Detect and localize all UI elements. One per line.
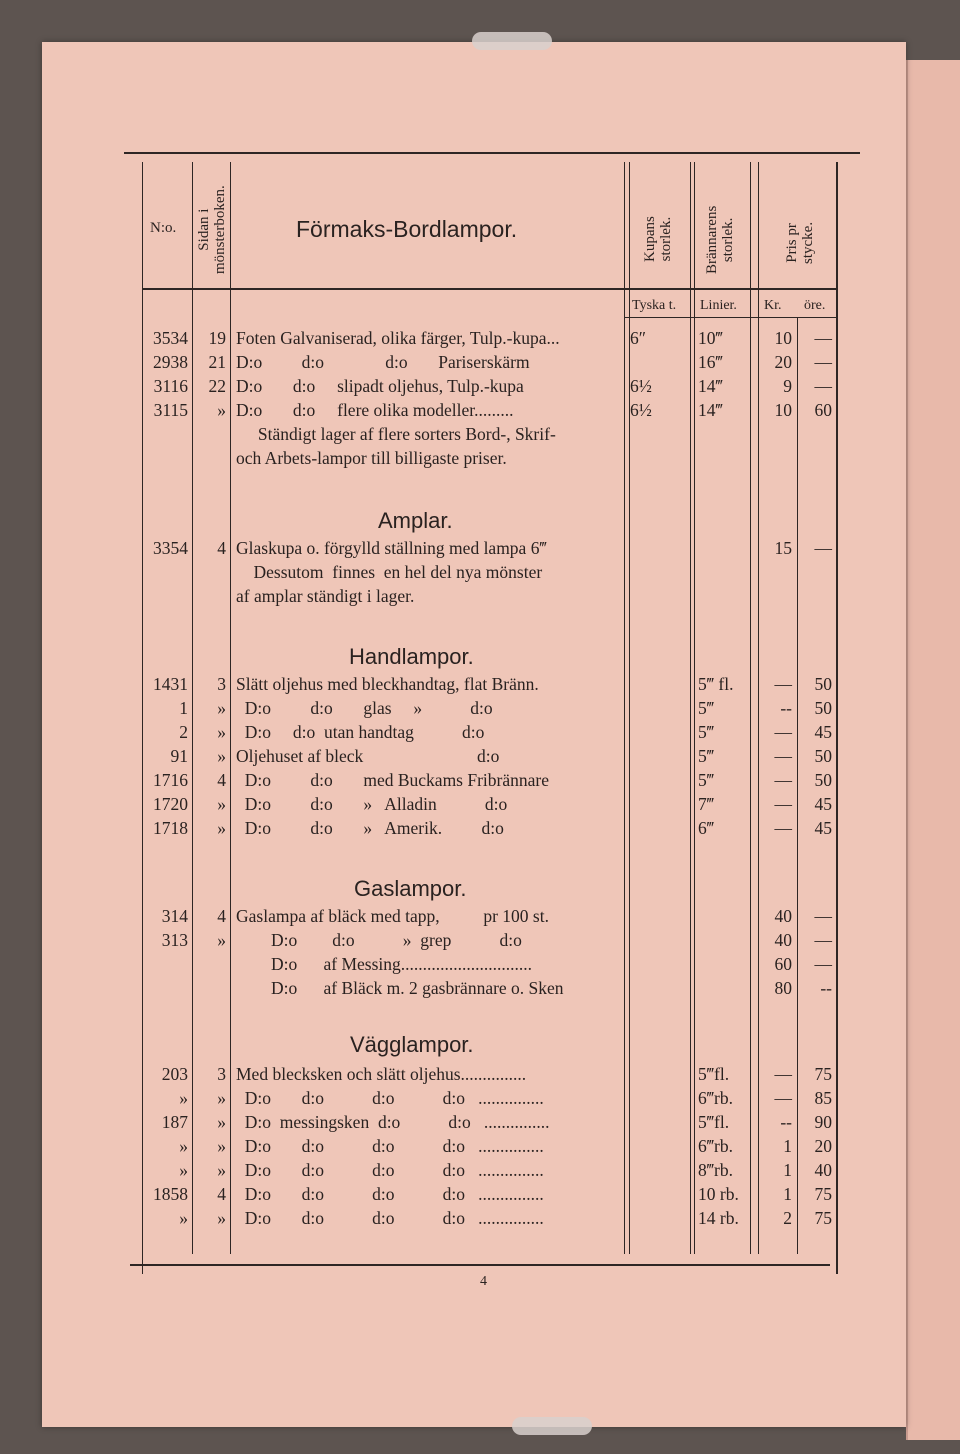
cell-desc: Foten Galvaniserad, olika färger, Tulp.-kupa... xyxy=(236,328,560,348)
cell-desc: Dessutom finnes en hel del nya mönster xyxy=(236,562,543,582)
cell-desc: D:o d:o med Buckams Fribrännare xyxy=(236,770,550,790)
cell-desc: af amplar ständigt i lager. xyxy=(236,586,415,606)
cell-br: 5‴ xyxy=(698,746,715,766)
cell-no: 3354 xyxy=(153,538,188,558)
cell-kr: 40 xyxy=(774,930,792,950)
top-rule xyxy=(124,152,860,154)
cell-br: 5‴ xyxy=(698,770,715,790)
cell-br: 7‴ xyxy=(698,794,715,814)
cell-desc: Gaslampa af bläck med tapp, pr 100 st. xyxy=(236,906,549,926)
col-rule-desc2 xyxy=(629,162,630,1254)
cell-kr: -- xyxy=(780,1112,792,1132)
header-brannarens-line1: Brännarens xyxy=(704,205,720,274)
cell-no: » xyxy=(179,1136,188,1156)
cell-desc: Med blecksken och slätt oljehus............... xyxy=(236,1064,527,1084)
header-kupans xyxy=(642,216,674,262)
section-handlampor: Handlampor. xyxy=(349,644,474,669)
cell-desc: D:o d:o d:o d:o ............... xyxy=(236,1088,544,1108)
cell-ore: — xyxy=(814,954,832,974)
cell-sid: » xyxy=(217,746,226,766)
cell-br: 14 rb. xyxy=(698,1208,739,1228)
header-brannarens xyxy=(704,206,736,274)
unit-ore: öre. xyxy=(804,298,826,313)
cell-ore: — xyxy=(814,538,832,558)
cell-sid: » xyxy=(217,1112,226,1132)
cell-sid: » xyxy=(217,1088,226,1108)
cell-no: 1718 xyxy=(153,818,188,838)
header-kupans-line2: storlek. xyxy=(658,216,674,262)
unit-tyska: Tyska t. xyxy=(632,298,677,313)
cell-br: 14‴ xyxy=(698,376,723,396)
cell-sid: 4 xyxy=(217,538,226,558)
header-pris-line1: Pris pr xyxy=(784,223,800,263)
cell-kr: 10 xyxy=(774,400,792,420)
cell-no: 3116 xyxy=(153,376,188,396)
header-brannarens-line2: storlek. xyxy=(720,217,736,263)
cell-no: 1858 xyxy=(153,1184,188,1204)
col-rule-sid xyxy=(230,162,231,1254)
header-sidan-line1: Sidan i xyxy=(196,208,212,251)
cell-kr: — xyxy=(774,674,792,694)
cell-sid: » xyxy=(217,818,226,838)
cell-br: 16‴ xyxy=(698,352,723,372)
cell-kupa: 6½ xyxy=(630,400,652,420)
cell-no: 1716 xyxy=(153,770,188,790)
cell-desc: D:o d:o » Amerik. d:o xyxy=(236,818,504,838)
cell-no: 187 xyxy=(161,1112,188,1132)
cell-desc: D:o d:o flere olika modeller......... xyxy=(236,400,514,420)
cell-ore: 85 xyxy=(814,1088,832,1108)
section-gaslampor: Gaslampor. xyxy=(354,876,467,901)
cell-ore: — xyxy=(814,906,832,926)
unit-rule xyxy=(624,317,836,318)
cell-kupa: 6″ xyxy=(630,328,647,348)
cell-no: » xyxy=(179,1088,188,1108)
cell-desc: D:o af Messing.............................. xyxy=(236,954,533,974)
cell-desc: D:o d:o d:o d:o ............... xyxy=(236,1136,544,1156)
cell-no: » xyxy=(179,1208,188,1228)
cell-br: 5‴ xyxy=(698,698,715,718)
page-number: 4 xyxy=(480,1274,487,1289)
header-pris-line2: stycke. xyxy=(800,221,816,264)
cell-sid: 19 xyxy=(208,328,226,348)
cell-kr: 40 xyxy=(774,906,792,926)
col-rule-kupa xyxy=(690,162,691,1254)
cell-ore: 50 xyxy=(814,674,832,694)
cell-br: 10 rb. xyxy=(698,1184,739,1204)
col-rule-kupa2 xyxy=(694,162,695,1254)
cell-sid: 4 xyxy=(217,906,226,926)
cell-no: 2 xyxy=(179,722,188,742)
cell-ore: 90 xyxy=(814,1112,832,1132)
cell-ore: 75 xyxy=(814,1208,832,1228)
cell-sid: » xyxy=(217,1208,226,1228)
cell-no: 1431 xyxy=(153,674,188,694)
binder-clip-bottom xyxy=(512,1417,592,1435)
cell-sid: 22 xyxy=(208,376,226,396)
cell-desc: Ständigt lager af flere sorters Bord-, Skrif- xyxy=(236,424,556,444)
header-sidan-line2: mönsterboken. xyxy=(212,185,228,274)
unit-linier: Linier. xyxy=(700,298,737,313)
cell-br: 8‴rb. xyxy=(698,1160,733,1180)
cell-kr: — xyxy=(774,722,792,742)
cell-br: 10‴ xyxy=(698,328,723,348)
cell-sid: 21 xyxy=(208,352,226,372)
cell-ore: 75 xyxy=(814,1064,832,1084)
cell-ore: 45 xyxy=(814,722,832,742)
cell-no: 1720 xyxy=(153,794,188,814)
cell-desc: D:o d:o d:o d:o ............... xyxy=(236,1184,544,1204)
cell-br: 6‴rb. xyxy=(698,1088,733,1108)
cell-ore: 45 xyxy=(814,794,832,814)
col-rule-kr xyxy=(797,317,798,1254)
cell-ore: 60 xyxy=(814,400,832,420)
cell-kr: 60 xyxy=(774,954,792,974)
cell-no: 314 xyxy=(161,906,188,926)
cell-desc: D:o messingsken d:o d:o ............... xyxy=(236,1112,550,1132)
cell-sid: » xyxy=(217,400,226,420)
cell-ore: 50 xyxy=(814,698,832,718)
cell-kr: 1 xyxy=(783,1136,792,1156)
cell-kr: 80 xyxy=(774,978,792,998)
cell-br: 5‴ xyxy=(698,722,715,742)
cell-kr: 1 xyxy=(783,1160,792,1180)
header-pris xyxy=(784,222,816,264)
right-border xyxy=(836,162,838,1274)
cell-sid: 4 xyxy=(217,1184,226,1204)
cell-kr: — xyxy=(774,794,792,814)
cell-sid: » xyxy=(217,930,226,950)
cell-desc: D:o af Bläck m. 2 gasbrännare o. Sken xyxy=(236,978,564,998)
header-no: N:o. xyxy=(150,220,177,236)
cell-br: 5‴ fl. xyxy=(698,674,734,694)
cell-no: » xyxy=(179,1160,188,1180)
cell-no: 91 xyxy=(170,746,188,766)
cell-sid: » xyxy=(217,698,226,718)
cell-br: 14‴ xyxy=(698,400,723,420)
cell-ore: 50 xyxy=(814,746,832,766)
next-page-edge xyxy=(906,60,960,1440)
cell-kupa: 6½ xyxy=(630,376,652,396)
cell-ore: — xyxy=(814,930,832,950)
cell-br: 6‴rb. xyxy=(698,1136,733,1156)
cell-kr: 2 xyxy=(783,1208,792,1228)
cell-desc: D:o d:o » grep d:o xyxy=(236,930,522,950)
cell-br: 6‴ xyxy=(698,818,715,838)
cell-no: 1 xyxy=(179,698,188,718)
cell-no: 203 xyxy=(161,1064,188,1084)
cell-no: 3115 xyxy=(153,400,188,420)
cell-ore: 20 xyxy=(814,1136,832,1156)
cell-desc: D:o d:o glas » d:o xyxy=(236,698,493,718)
page-title: Förmaks-Bordlampor. xyxy=(296,216,518,242)
cell-desc: D:o d:o » Alladin d:o xyxy=(236,794,508,814)
cell-ore: — xyxy=(814,376,832,396)
bottom-rule xyxy=(130,1264,830,1266)
cell-ore: 40 xyxy=(814,1160,832,1180)
section-vagglampor: Vägglampor. xyxy=(350,1032,474,1057)
cell-sid: » xyxy=(217,1160,226,1180)
cell-kr: — xyxy=(774,1088,792,1108)
cell-desc: Slätt oljehus med bleckhandtag, flat Bränn. xyxy=(236,674,539,694)
cell-kr: 9 xyxy=(783,376,792,396)
section-amplar: Amplar. xyxy=(378,508,453,533)
cell-desc: och Arbets-lampor till billigaste priser. xyxy=(236,448,507,468)
cell-desc: Oljehuset af bleck d:o xyxy=(236,746,500,766)
cell-desc: D:o d:o d:o d:o ............... xyxy=(236,1208,544,1228)
cell-sid: » xyxy=(217,1136,226,1156)
cell-desc: D:o d:o d:o Pariserskärm xyxy=(236,352,530,372)
cell-kr: — xyxy=(774,1064,792,1084)
cell-kr: — xyxy=(774,770,792,790)
cell-kr: 10 xyxy=(774,328,792,348)
cell-ore: 45 xyxy=(814,818,832,838)
cell-kr: 20 xyxy=(774,352,792,372)
cell-br: 5‴fl. xyxy=(698,1064,730,1084)
cell-kr: — xyxy=(774,818,792,838)
cell-kr: 1 xyxy=(783,1184,792,1204)
header-sidan xyxy=(196,185,228,274)
unit-kr: Kr. xyxy=(764,298,782,313)
cell-sid: 3 xyxy=(217,1064,226,1084)
cell-ore: -- xyxy=(820,978,832,998)
cell-no: 2938 xyxy=(153,352,188,372)
cell-sid: » xyxy=(217,794,226,814)
cell-br: 5‴fl. xyxy=(698,1112,730,1132)
cell-desc: D:o d:o slipadt oljehus, Tulp.-kupa xyxy=(236,376,524,396)
header-rule xyxy=(142,288,837,290)
binder-clip-top xyxy=(472,32,552,50)
header-kupans-line1: Kupans xyxy=(642,216,658,262)
cell-sid: 4 xyxy=(217,770,226,790)
cell-sid: » xyxy=(217,722,226,742)
cell-ore: 50 xyxy=(814,770,832,790)
cell-kr: 15 xyxy=(774,538,792,558)
cell-desc: D:o d:o d:o d:o ............... xyxy=(236,1160,544,1180)
cell-kr: — xyxy=(774,746,792,766)
cell-sid: 3 xyxy=(217,674,226,694)
cell-ore: — xyxy=(814,352,832,372)
cell-kr: -- xyxy=(780,698,792,718)
cell-ore: 75 xyxy=(814,1184,832,1204)
cell-no: 3534 xyxy=(153,328,188,348)
cell-no: 313 xyxy=(161,930,188,950)
cell-desc: Glaskupa o. förgylld ställning med lampa 6‴ xyxy=(236,538,547,558)
cell-ore: — xyxy=(814,328,832,348)
cell-desc: D:o d:o utan handtag d:o xyxy=(236,722,485,742)
